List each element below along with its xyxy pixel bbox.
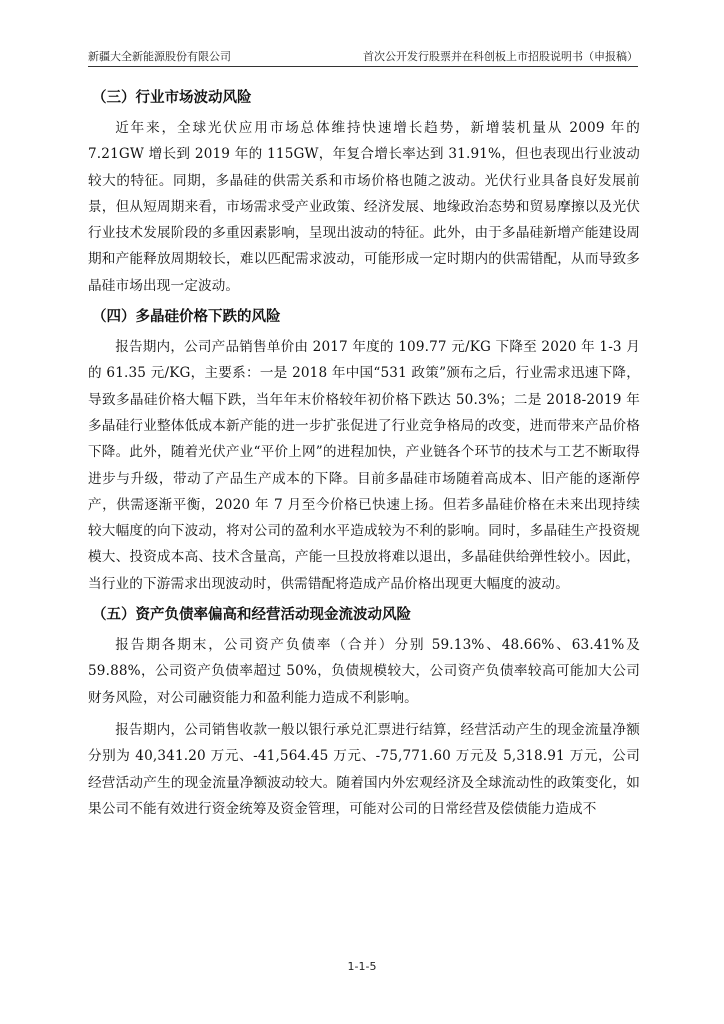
- page-header: [88, 46, 638, 67]
- page-number: 1-1-5: [347, 960, 377, 973]
- paragraph: 报告期内，公司产品销售单价由 2017 年度的 109.77 元/KG 下降至 2020 年 1-3 月的 61.35 元/KG，主要系：一是 2018 年中国“531 政策”颁布之后，行业需求迅速下降，导致多晶硅价格大幅下跌，当年年末价格较年初价格下跌达 50.3%；二是 2018-2019 年多晶硅行业整体低成本新产能的进一步扩张促进了行业竞争格局的改变，进而带来产品价格下降。此外，随着光伏产业“平价上网”的进程加快，产业链各个环节的技术与工艺不断取得进步与升级，带动了产品生产成本的下降。目前多晶硅市场随着高成本、旧产能的逐渐停产，供需逐渐平衡，2020 年 7 月至今价格已快速上扬。但若多晶硅价格在未来出现持续较大幅度的向下波动，将对公司的盈利水平造成较为不利的影响。同时，多晶硅生产投资规模大、投资成本高、技术含量高，产能一旦投放将难以退出，多晶硅供给弹性较小。因此，当行业的下游需求出现波动时，供需错配将造成产品价格出现更大幅度的波动。: [88, 339, 640, 592]
- paragraph: 报告期各期末，公司资产负债率（合并）分别 59.13%、48.66%、63.41%及 59.88%，公司资产负债率超过 50%，负债规模较大，公司资产负债率较高可能加大公司财务风险，对公司融资能力和盈利能力造成不利影响。: [88, 637, 640, 706]
- section-heading: （三）行业市场波动风险: [92, 90, 252, 106]
- section-heading: （五）资产负债率偏高和经营活动现金流波动风险: [92, 607, 411, 624]
- document-body: [88, 86, 640, 828]
- section-debt-ratio-cashflow-risk: [88, 603, 640, 822]
- paragraph: 报告期内，公司销售收款一般以银行承兑汇票进行结算，经营活动产生的现金流量净额分别为 40,341.20 万元、-41,564.45 万元、-75,771.60 万元及 5,318.91 万元，公司经营活动产生的现金流量净额波动较大。随着国内外宏观经济及全球流动性的政策变化，如果公司不能有效进行资金统筹及资金管理，可能对公司的日常经营及偿债能力造成不: [88, 721, 640, 817]
- section-industry-market-volatility-risk: [88, 86, 640, 299]
- section-polysilicon-price-decline-risk: [88, 305, 640, 597]
- header-company-name: 新疆大全新能源股份有限公司: [88, 50, 231, 63]
- section-heading: （四）多晶硅价格下跌的风险: [92, 309, 281, 326]
- paragraph: 近年来，全球光伏应用市场总体维持快速增长趋势，新增装机量从 2009 年的 7.21GW 增长到 2019 年的 115GW，年复合增长率达到 31.91%，但也表现出行业波动较大的特征。同期，多晶硅的供需关系和市场价格也随之波动。光伏行业具备良好发展前景，但从短周期来看，市场需求受产业政策、经济发展、地缘政治态势和贸易摩擦以及光伏行业技术发展阶段的多重因素影响，呈现出波动的特征。此外，由于多晶硅新增产能建设周期和产能释放周期较长，难以匹配需求波动，可能形成一定时期内的供需错配，从而导致多晶硅市场出现一定波动。: [88, 120, 640, 294]
- header-document-title: 首次公开发行股票并在科创板上市招股说明书（申报稿）: [363, 50, 638, 63]
